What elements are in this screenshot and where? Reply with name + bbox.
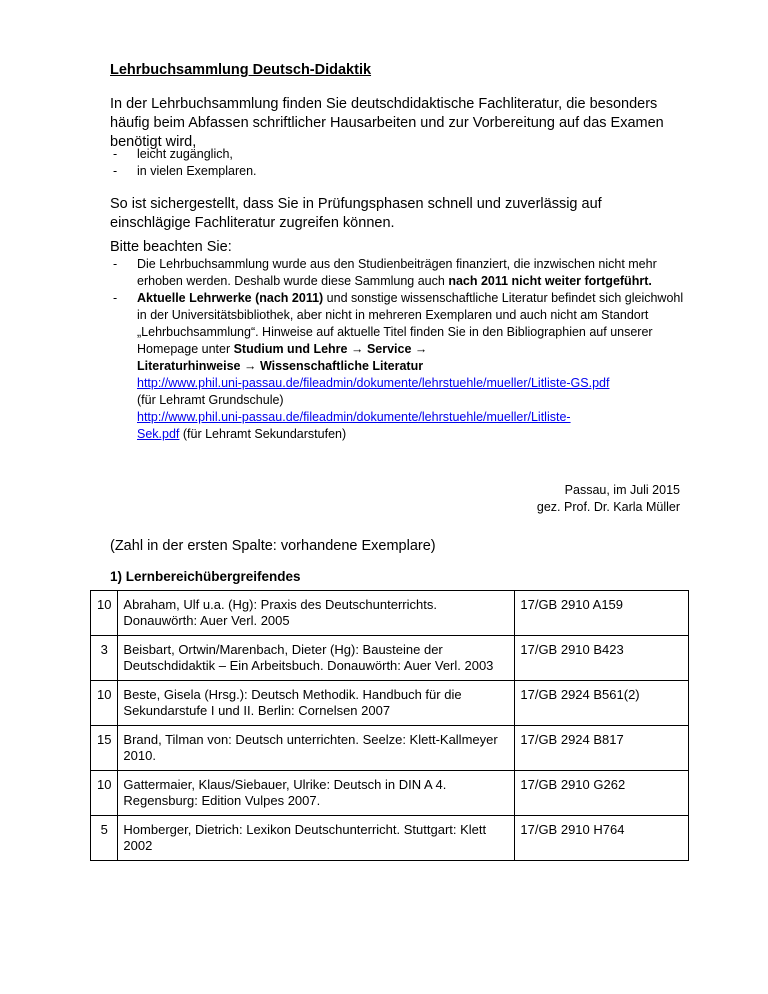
list-item: - in vielen Exemplaren. [113,164,257,178]
shelf-signature: 17/GB 2910 G262 [515,771,689,816]
intro-list [110,146,680,180]
list-item-text: leicht zugänglich, [137,147,233,161]
count-note: (Zahl in der ersten Spalte: vorhandene Exemplare) [110,538,436,554]
nav-path-wissenschaftliche: Wissenschaftliche Literatur [259,359,424,373]
note-list [110,256,690,443]
table-row [91,726,689,771]
nav-path-literaturhinweise: Literaturhinweise [137,359,241,373]
intro-paragraph: In der Lehrbuchsammlung finden Sie deutschdidaktische Fachliteratur, die besonders häufig beim Abfassen schriftlicher Hausarbeiten und zur Vorbereitung auf das Examen benötigt wird, [110,96,664,150]
note2-text: und sonstige wissenschaftliche Literatur befindet sich gleichwohl in der Universitätsbibliothek, aber nicht in mehreren Exemplaren und auch nicht am Standort „Lehrbuchsammlung“. Hinweise auf aktuelle Titel finden Sie in den Bibliographien auf unserer Homepage unter [137,291,684,356]
note2-bold: Aktuelle Lehrwerke (nach 2011) [137,291,324,305]
shelf-signature: 17/GB 2910 A159 [515,591,689,636]
copy-count: 10 [91,591,118,636]
book-title: Homberger, Dietrich: Lexikon Deutschunterricht. Stuttgart: Klett 2002 [118,816,515,861]
signature-place-date: Passau, im Juli 2015 [564,483,680,497]
arrow-icon: → [414,342,428,356]
arrow-icon: → [243,359,257,373]
copy-count: 15 [91,726,118,771]
copy-count: 5 [91,816,118,861]
book-title: Beste, Gisela (Hrsg.): Deutsch Methodik. Handbuch für die Sekundarstufe I und II. Berlin: Cornelsen 2007 [118,681,515,726]
table-row [91,591,689,636]
signature-author: gez. Prof. Dr. Karla Müller [536,500,680,514]
assurance-paragraph: So ist sichergestellt, dass Sie in Prüfungsphasen schnell und zuverlässig auf einschlägige Fachliteratur zugreifen können. [110,196,602,231]
copy-count: 3 [91,636,118,681]
table-row [91,681,689,726]
copy-count: 10 [91,681,118,726]
litliste-sek-link-cont[interactable]: Sek.pdf [137,427,180,441]
book-title: Abraham, Ulf u.a. (Hg): Praxis des Deutschunterrichts. Donauwörth: Auer Verl. 2005 [118,591,515,636]
nav-path-service: Service [366,342,412,356]
note1-bold: nach 2011 nicht weiter fortgeführt. [448,274,652,288]
shelf-signature: 17/GB 2910 H764 [515,816,689,861]
book-title: Beisbart, Ortwin/Marenbach, Dieter (Hg): Bausteine der Deutschdidaktik – Ein Arbeitsbuch. Donauwörth: Auer Verl. 2003 [118,636,515,681]
copy-count: 10 [91,771,118,816]
list-item: - Aktuelle Lehrwerke (nach 2011) und sonstige wissenschaftliche Literatur befindet sich gleichwohl in der Universitätsbibliothek, aber nicht in mehreren Exemplaren und auch nicht am Standort „Lehrbuchsammlung“. Hinweise auf aktuelle Titel finden Sie in den Bibliographien auf unserer Homepage unter Studium und Lehre → Service → Literaturhinweise → Wissenschaftliche Literatur http://www.phil.uni-passau.de/fileadmin/dokumente/lehrstuehle/mueller/Litliste-GS.pdf (für Lehramt Grundschule) http://www.phil.uni-passau.de/fileadmin/dokumente/lehrstuehle/mueller/Litliste- Sek.pdf (für Lehramt Sekundarstufen) [113,291,684,441]
book-title: Gattermaier, Klaus/Siebauer, Ulrike: Deutsch in DIN A 4. Regensburg: Edition Vulpes 2007. [118,771,515,816]
list-item: - leicht zugänglich, [113,147,233,161]
list-item: - Die Lehrbuchsammlung wurde aus den Studienbeiträgen finanziert, die inzwischen nicht mehr erhoben werden. Deshalb wurde diese Sammlung auch nach 2011 nicht weiter fortgeführt. [113,257,657,288]
page-title: Lehrbuchsammlung Deutsch-Didaktik [110,62,372,78]
book-table [90,590,689,861]
table-row [91,816,689,861]
shelf-signature: 17/GB 2924 B817 [515,726,689,771]
note1-text: Die Lehrbuchsammlung wurde aus den Studienbeiträgen finanziert, die inzwischen nicht mehr erhoben werden. Deshalb wurde diese Sammlung auch [137,257,657,288]
litliste-sek-link[interactable]: http://www.phil.uni-passau.de/fileadmin/dokumente/lehrstuehle/mueller/Litliste- [137,410,571,424]
nav-path-studium: Studium und Lehre [233,342,348,356]
shelf-signature: 17/GB 2910 B423 [515,636,689,681]
link2-note: (für Lehramt Sekundarstufen) [179,427,347,441]
list-item-text: in vielen Exemplaren. [137,164,257,178]
table-row [91,771,689,816]
section-heading: 1) Lernbereichübergreifendes [110,569,301,584]
signature-block [537,482,680,516]
table-row [91,636,689,681]
link1-note: (für Lehramt Grundschule) [137,393,284,407]
shelf-signature: 17/GB 2924 B561(2) [515,681,689,726]
book-title: Brand, Tilman von: Deutsch unterrichten. Seelze: Klett-Kallmeyer 2010. [118,726,515,771]
arrow-icon: → [350,342,364,356]
litliste-gs-link[interactable]: http://www.phil.uni-passau.de/fileadmin/dokumente/lehrstuehle/mueller/Litliste-GS.pdf [137,376,610,390]
note-heading: Bitte beachten Sie: [110,239,232,255]
